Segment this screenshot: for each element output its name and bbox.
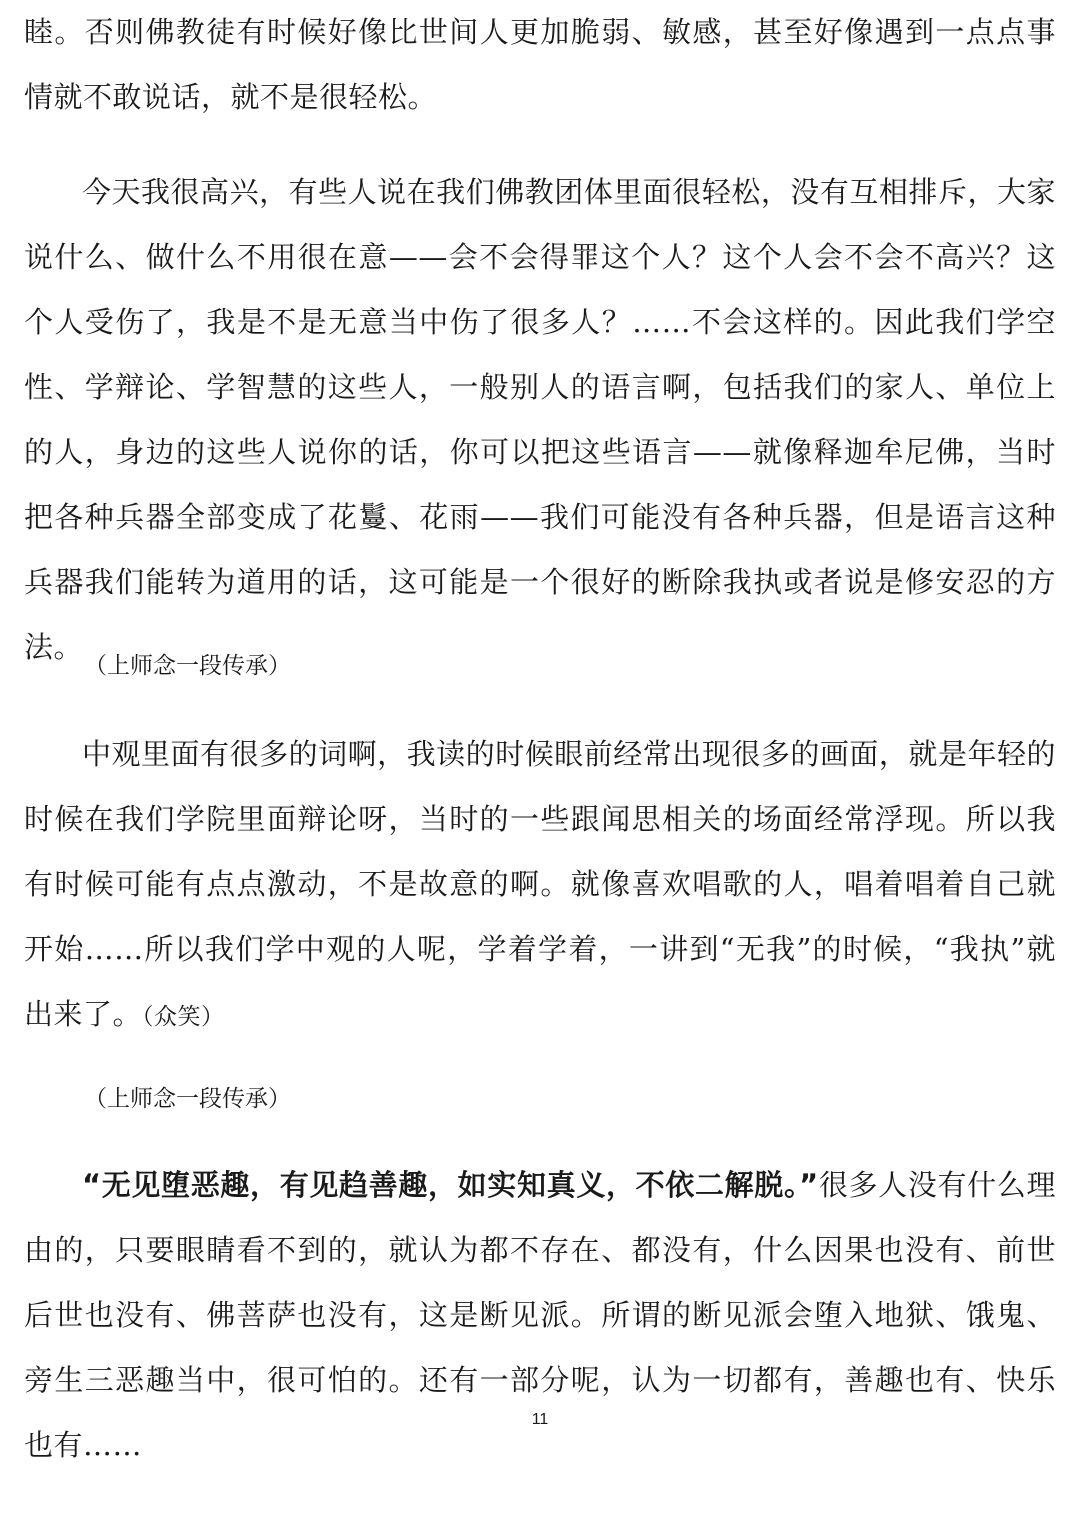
- paragraph-1-text: 睦。否则佛教徒有时候好像比世间人更加脆弱、敏感，甚至好像遇到一点点事情就不敢说话，就不是很轻松。: [24, 15, 1056, 114]
- verse-quote: “无见堕恶趣，有见趋善趣，如实知真义，不依二解脱。”: [82, 1168, 819, 1202]
- transmission-note-2: [84, 1079, 291, 1119]
- paragraph-3-text: 中观里面有很多的词啊，我读的时候眼前经常出现很多的画面，就是年轻的时候在我们学院里面辩论呀，当时的一些跟闻思相关的场面经常浮现。所以我有时候可能有点点激动，不是故意的啊。就像喜欢唱歌的人，唱着唱着自己就开始……所以我们学中观的人呢，学着学着，一讲到“无我”的时候，“我执”就出来了。: [24, 737, 1056, 1031]
- page-number: 11: [531, 1411, 549, 1428]
- paragraph-4-text: 很多人没有什么理由的，只要眼睛看不到的，就认为都不存在、都没有，什么因果也没有、前世后世也没有、佛菩萨也没有，这是断见派。所谓的断见派会堕入地狱、饿鬼、旁生三恶趣当中，很可怕的。还有一部分呢，认为一切都有，善趣也有、快乐也有……: [24, 1168, 1056, 1462]
- paragraph-3: [24, 722, 1056, 1050]
- paragraph-1: [24, 0, 1056, 130]
- transmission-note-1: [84, 646, 291, 686]
- paragraph-2: [24, 160, 1056, 680]
- transmission-note-1-text: （上师念一段传承）: [84, 653, 291, 679]
- paragraph-2-text: 今天我很高兴，有些人说在我们佛教团体里面很轻松，没有互相排斥，大家说什么、做什么不用很在意——会不会得罪这个人？这个人会不会不高兴？这个人受伤了，我是不是无意当中伤了很多人？……不会这样的。因此我们学空性、学辩论、学智慧的这些人，一般别人的语言啊，包括我们的家人、单位上的人，身边的这些人说你的话，你可以把这些语言——就像释迦牟尼佛，当时把各种兵器全部变成了花鬘、花雨——我们可能没有各种兵器，但是语言这种兵器我们能转为道用的话，这可能是一个很好的断除我执或者说是修安忍的方法。: [24, 175, 1056, 664]
- laughter-note: （众笑）: [142, 1004, 225, 1030]
- transmission-note-2-text: （上师念一段传承）: [84, 1086, 291, 1112]
